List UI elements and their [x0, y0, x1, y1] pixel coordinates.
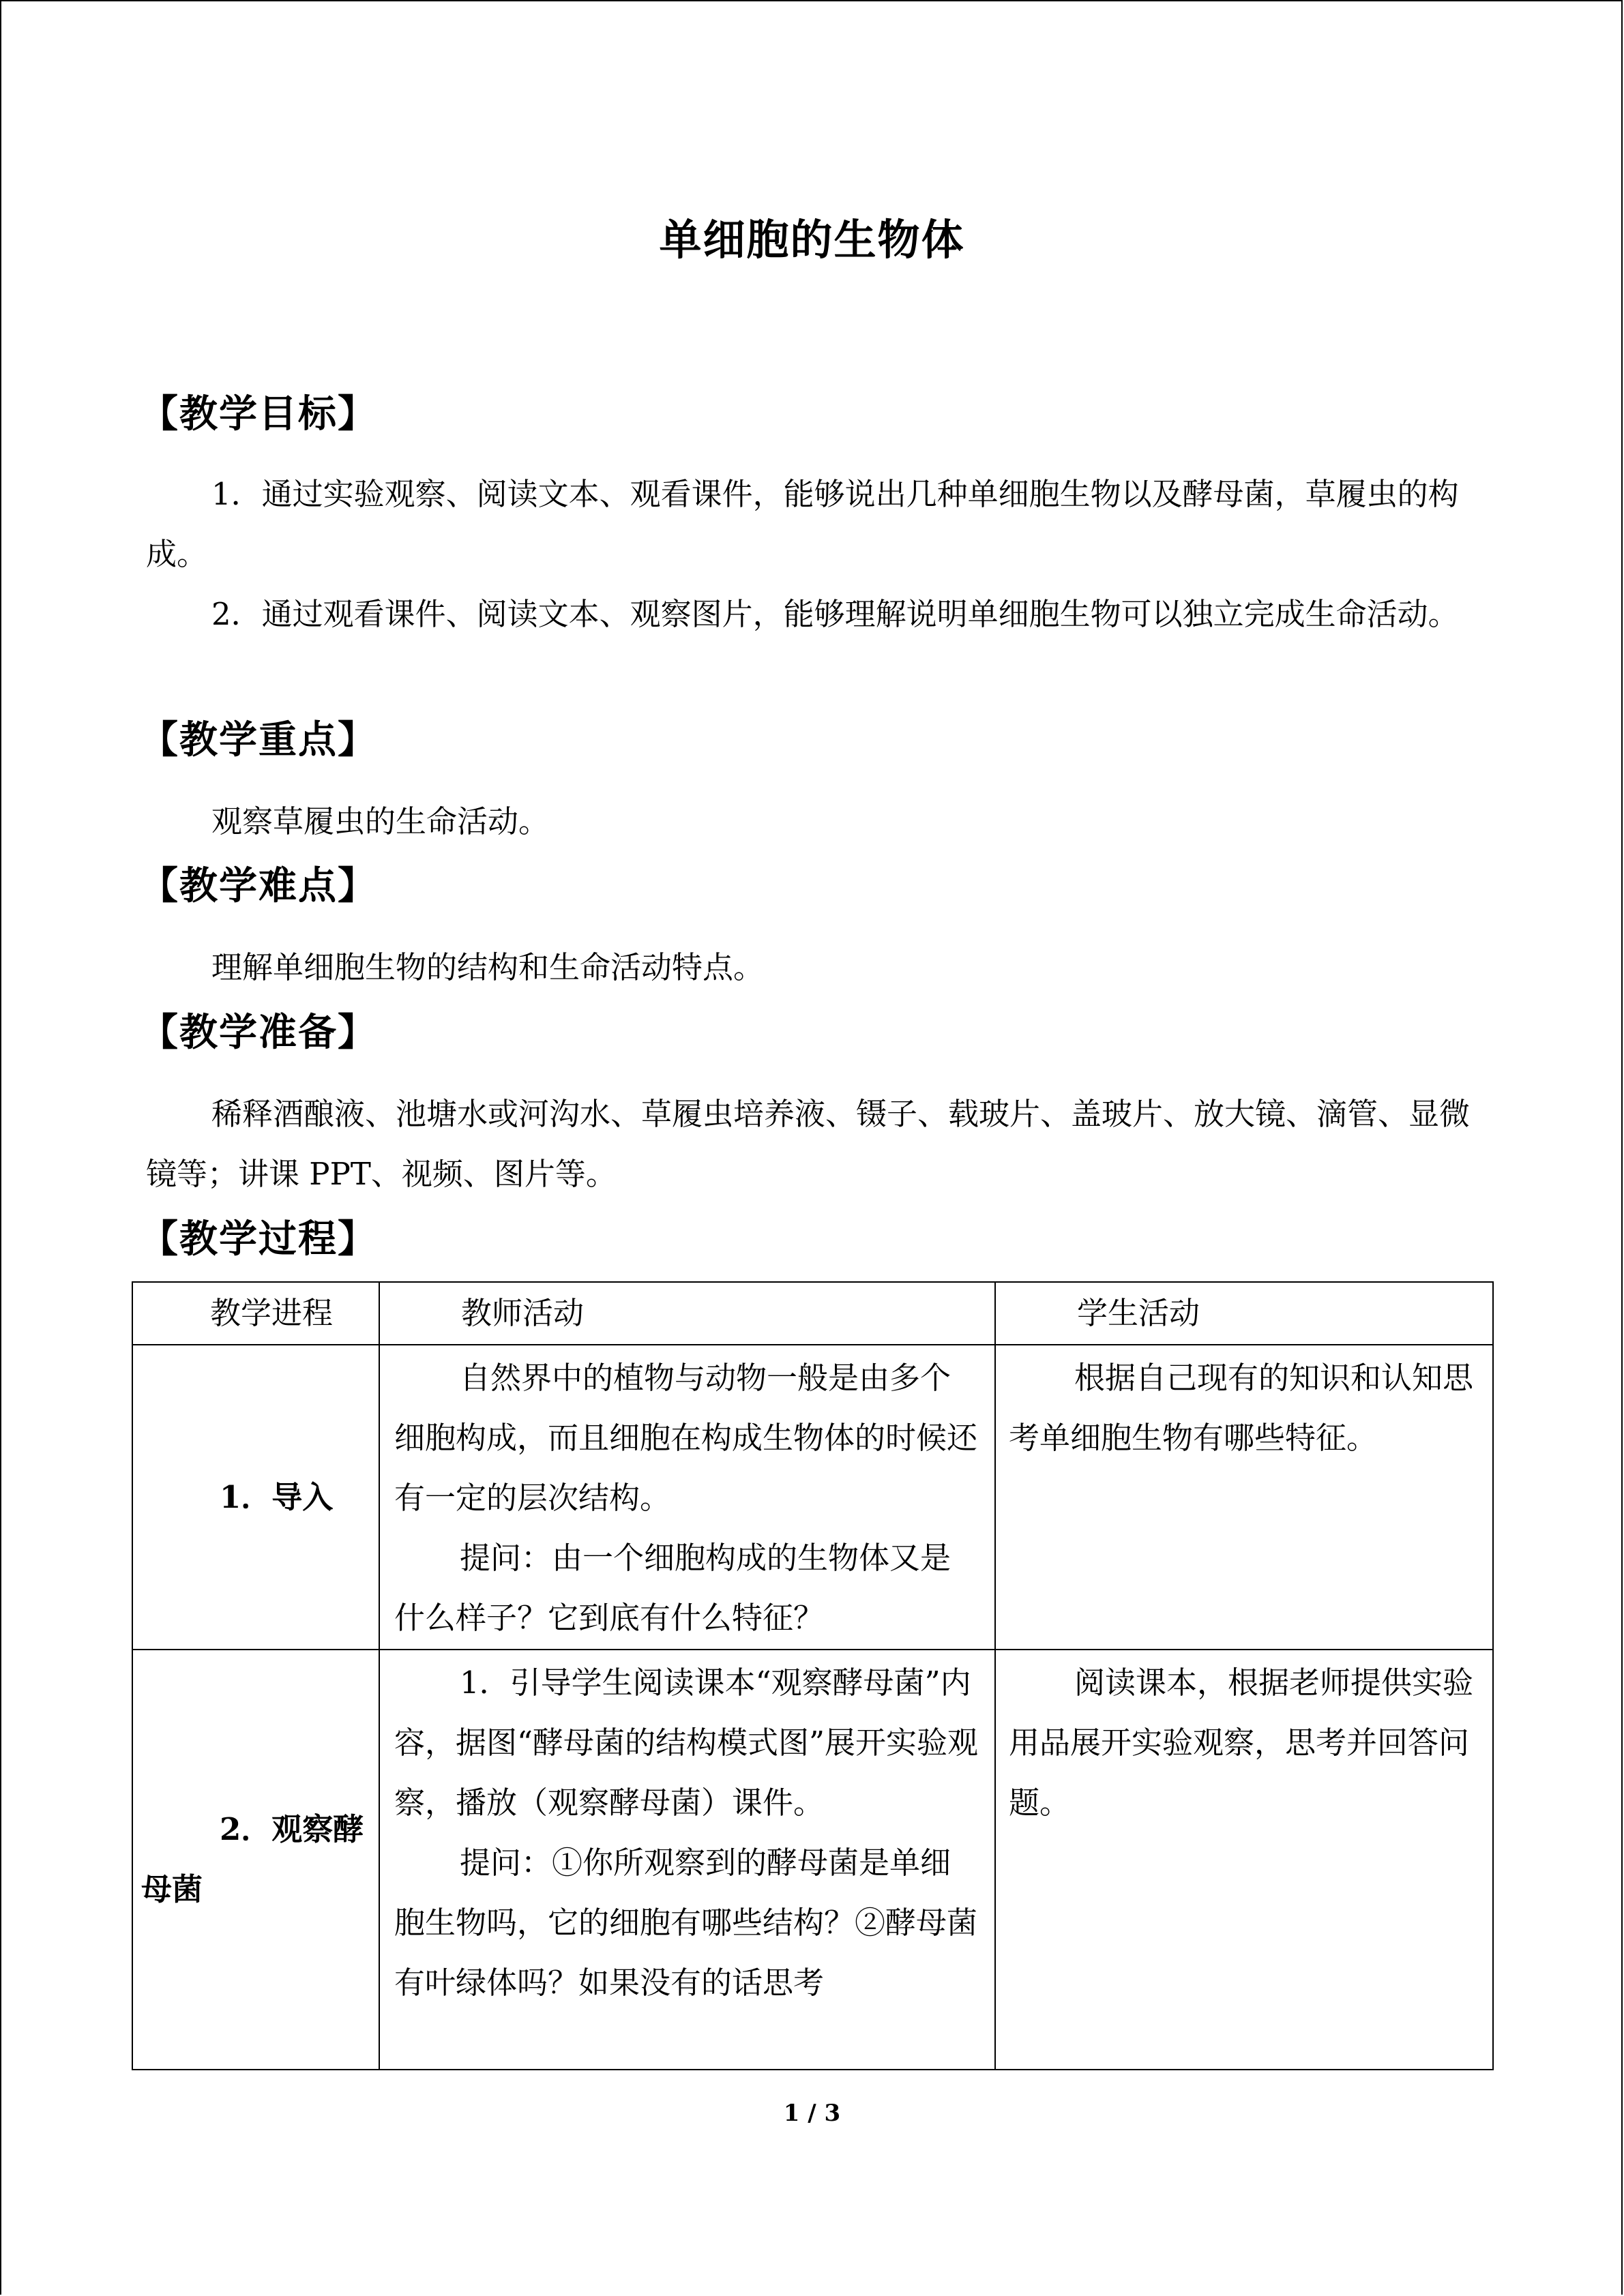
heading-key-points: 【教学重点】 [140, 717, 377, 762]
heading-difficulties: 【教学难点】 [140, 863, 377, 908]
objective-item-1: 1．通过实验观察、阅读文本、观看课件，能够说出几种单细胞生物以及酵母菌，草履虫的构成。 [146, 476, 1459, 572]
table-cell-stage: 1．导入 [132, 1345, 379, 1650]
table-cell-stage: 2．观察酵母菌 [132, 1650, 379, 2070]
table-cell-student: 阅读课本，根据老师提供实验用品展开实验观察，思考并回答问题。 [995, 1650, 1493, 2070]
heading-process: 【教学过程】 [140, 1217, 377, 1262]
process-table [132, 1281, 1494, 2070]
document-title: 单细胞的生物体 [659, 215, 965, 265]
objective-item-2: 2．通过观看课件、阅读文本、观察图片，能够理解说明单细胞生物可以独立完成生命活动。 [211, 596, 1459, 632]
heading-objectives: 【教学目标】 [140, 391, 377, 436]
preparation-text: 稀释酒酿液、池塘水或河沟水、草履虫培养液、镊子、载玻片、盖玻片、放大镜、滴管、显微镜等；讲课 PPT、视频、图片等。 [146, 1096, 1471, 1192]
table-row [132, 1650, 1493, 2070]
heading-preparation: 【教学准备】 [140, 1010, 377, 1055]
table-header-student: 学生活动 [995, 1282, 1493, 1345]
table-cell-student: 根据自己现有的知识和认知思考单细胞生物有哪些特征。 [995, 1345, 1493, 1650]
table-header-teacher: 教师活动 [379, 1282, 995, 1345]
difficulties-text: 理解单细胞生物的结构和生命活动特点。 [211, 949, 765, 985]
table-cell-teacher: 自然界中的植物与动物一般是由多个细胞构成，而且细胞在构成生物体的时候还有一定的层次结构。 提问：由一个细胞构成的生物体又是什么样子？它到底有什么特征？ [379, 1345, 995, 1650]
table-header-row [132, 1282, 1493, 1345]
table-row [132, 1345, 1493, 1650]
table-cell-teacher: 1．引导学生阅读课本“观察酵母菌”内容，据图“酵母菌的结构模式图”展开实验观察，播放（观察酵母菌）课件。 提问：①你所观察到的酵母菌是单细胞生物吗，它的细胞有哪些结构？②酵母菌有叶绿体吗？如果没有的话思考 [379, 1650, 995, 2070]
key-points-text: 观察草履虫的生命活动。 [211, 803, 550, 839]
page-number: 1 / 3 [783, 2100, 841, 2127]
table-header-stage: 教学进程 [132, 1282, 379, 1345]
